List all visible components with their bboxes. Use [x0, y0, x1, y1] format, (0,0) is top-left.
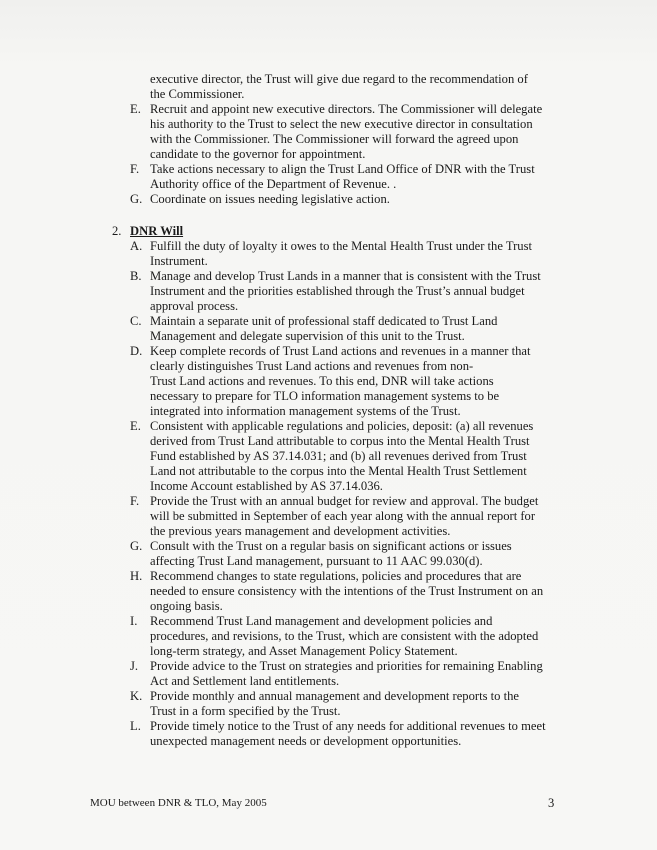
list-item-letter: B.: [130, 269, 142, 283]
list-item-line: approval process.: [150, 299, 239, 313]
list-item-line: Manage and develop Trust Lands in a manner that is consistent with the Trust: [150, 269, 541, 283]
list-item-line: Fulfill the duty of loyalty it owes to the Mental Health Trust under the Trust: [150, 239, 532, 253]
list-item-letter: A.: [130, 239, 143, 253]
list-item-letter: D.: [130, 344, 143, 358]
list-item-line: Act and Settlement land entitlements.: [150, 674, 340, 688]
list-item-line: Trust Land actions and revenues. To this end, DNR will take actions: [150, 374, 494, 388]
list-item-line: Provide the Trust with an annual budget for review and approval. The budget: [150, 494, 539, 508]
list-item-line: his authority to the Trust to select the new executive director in consultation: [150, 117, 533, 131]
section-heading: DNR Will: [130, 224, 184, 238]
list-item-line: Take actions necessary to align the Trust Land Office of DNR with the Trust: [150, 162, 535, 176]
list-item-line: ongoing basis.: [150, 599, 223, 613]
list-item-letter: C.: [130, 314, 142, 328]
list-item-line: Instrument and the priorities established through the Trust’s annual budget: [150, 284, 525, 298]
list-item-letter: E.: [130, 419, 141, 433]
list-item-line: derived from Trust Land attributable to corpus into the Mental Health Trust: [150, 434, 530, 448]
list-item-line: with the Commissioner. The Commissioner will forward the agreed upon: [150, 132, 519, 146]
list-item-line: Fund established by AS 37.14.031; and (b) all revenues derived from Trust: [150, 449, 527, 463]
list-item-line: Recruit and appoint new executive directors. The Commissioner will delegate: [150, 102, 543, 116]
list-item-letter: L.: [130, 719, 141, 733]
list-item-letter: E.: [130, 102, 141, 116]
section-number: 2.: [112, 224, 122, 238]
list-item-letter: K.: [130, 689, 143, 703]
footer-text: MOU between DNR & TLO, May 2005: [90, 797, 267, 809]
list-item-line: Recommend Trust Land management and development policies and: [150, 614, 493, 628]
page-number: 3: [548, 796, 555, 810]
list-item-line: procedures, and revisions, to the Trust, which are consistent with the adopted: [150, 629, 539, 643]
list-item-line: Keep complete records of Trust Land actions and revenues in a manner that: [150, 344, 531, 358]
list-item-letter: J.: [130, 659, 139, 673]
list-item-line: Provide advice to the Trust on strategies and priorities for remaining Enabling: [150, 659, 543, 673]
list-item-line: Consistent with applicable regulations and policies, deposit: (a) all revenues: [150, 419, 534, 433]
list-item-line: Provide monthly and annual management and development reports to the: [150, 689, 519, 703]
list-item-line: Coordinate on issues needing legislative action.: [150, 192, 390, 206]
list-item-line: Provide timely notice to the Trust of any needs for additional revenues to meet: [150, 719, 546, 733]
list-item-letter: G.: [130, 192, 143, 206]
list-item-line: Land not attributable to the corpus into the Mental Health Trust Settlement: [150, 464, 527, 478]
list-item-line: needed to ensure consistency with the intentions of the Trust Instrument on an: [150, 584, 544, 598]
list-item-line: Authority office of the Department of Revenue. .: [150, 177, 397, 191]
list-item-letter: F.: [130, 494, 140, 508]
list-item-line: Consult with the Trust on a regular basis on significant actions or issues: [150, 539, 512, 553]
list-item-line: Recommend changes to state regulations, policies and procedures that are: [150, 569, 522, 583]
list-item-line: Income Account established by AS 37.14.036.: [150, 479, 383, 493]
intro-line: executive director, the Trust will give due regard to the recommendation of: [150, 72, 528, 86]
list-item-line: necessary to prepare for TLO information management systems to be: [150, 389, 500, 403]
list-item-letter: H.: [130, 569, 143, 583]
list-item-line: candidate to the governor for appointment.: [150, 147, 366, 161]
list-item-line: Instrument.: [150, 254, 208, 268]
list-item-line: Trust in a form specified by the Trust.: [150, 704, 341, 718]
list-item-line: clearly distinguishes Trust Land actions and revenues from non-: [150, 359, 474, 373]
list-item-line: integrated into information management systems of the Trust.: [150, 404, 461, 418]
list-item-line: unexpected management needs or development opportunities.: [150, 734, 462, 748]
list-item-line: Maintain a separate unit of professional staff dedicated to Trust Land: [150, 314, 498, 328]
list-item-line: Management and delegate supervision of this unit to the Trust.: [150, 329, 465, 343]
list-item-line: affecting Trust Land management, pursuant to 11 AAC 99.030(d).: [150, 554, 483, 568]
list-item-line: long-term strategy, and Asset Management Policy Statement.: [150, 644, 458, 658]
list-item-letter: G.: [130, 539, 143, 553]
intro-line: the Commissioner.: [150, 87, 245, 101]
list-item-line: the previous years management and development activities.: [150, 524, 451, 538]
list-item-letter: I.: [130, 614, 138, 628]
list-item-letter: F.: [130, 162, 140, 176]
list-item-line: will be submitted in September of each year along with the annual report for: [150, 509, 536, 523]
